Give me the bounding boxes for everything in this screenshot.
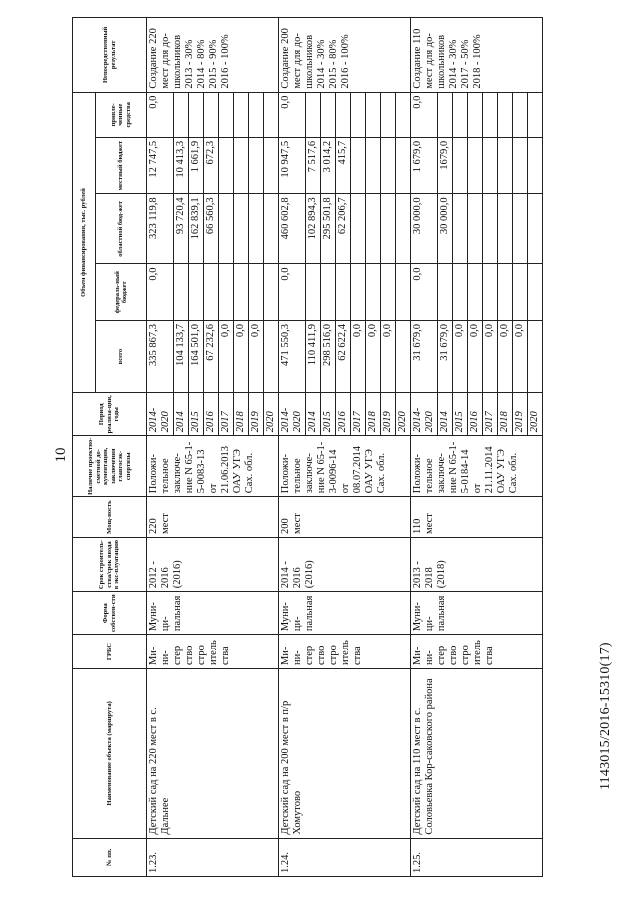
cell-year: 2019 (249, 393, 264, 436)
cell-local (468, 137, 483, 194)
cell-term: 2014 - 2016 (2016) (279, 537, 411, 591)
cell-total: 0,0 (366, 320, 381, 392)
cell-other (204, 92, 219, 137)
cell-grbs: Ми-ни-стер ство стро итель ства (411, 635, 543, 669)
header-no: № пп. (73, 838, 147, 876)
cell-number: 1.25. (411, 838, 543, 876)
cell-federal (321, 264, 336, 321)
cell-other (306, 92, 321, 137)
cell-ownership: Муни-ци-пальная (147, 592, 279, 635)
cell-other (219, 92, 234, 137)
cell-other (351, 92, 366, 137)
cell-federal (468, 264, 483, 321)
cell-local: 1679,0 (438, 137, 453, 194)
cell-local: 12 747,5 (147, 137, 174, 194)
cell-local (249, 137, 264, 194)
cell-year: 2014-2020 (279, 393, 306, 436)
cell-local (498, 137, 513, 194)
cell-other: 0,0 (147, 92, 174, 137)
cell-other: 0,0 (279, 92, 306, 137)
cell-number: 1.24. (279, 838, 411, 876)
cell-total: 335 867,3 (147, 320, 174, 392)
cell-total: 0,0 (483, 320, 498, 392)
cell-regional (234, 194, 249, 264)
table-row (147, 18, 174, 877)
cell-federal: 0,0 (411, 264, 438, 321)
cell-capacity: 200 мест (279, 497, 411, 538)
cell-year: 2016 (336, 393, 351, 436)
cell-federal (174, 264, 189, 321)
cell-federal (306, 264, 321, 321)
cell-other (483, 92, 498, 137)
cell-regional (513, 194, 528, 264)
cell-regional: 93 720,4 (174, 194, 189, 264)
cell-year: 2015 (321, 393, 336, 436)
cell-total: 471 550,3 (279, 320, 306, 392)
cell-other (366, 92, 381, 137)
cell-local: 1 679,0 (411, 137, 438, 194)
cell-federal (453, 264, 468, 321)
header-term: Срок строитель-ства/срок ввода в экс-плуатацию (73, 537, 147, 591)
cell-local (381, 137, 396, 194)
cell-total: 0,0 (351, 320, 366, 392)
cell-local (483, 137, 498, 194)
cell-federal (381, 264, 396, 321)
cell-federal (366, 264, 381, 321)
header-regional: областной бюд-жет (96, 194, 147, 264)
cell-total: 0,0 (498, 320, 513, 392)
cell-other (396, 92, 411, 137)
cell-other (528, 92, 543, 137)
cell-year: 2019 (513, 393, 528, 436)
cell-year: 2014 (174, 393, 189, 436)
cell-result: Создание 200 мест для до-школьников 2014 - 30% 2015 - 80% 2016 - 100% (279, 18, 411, 93)
cell-local (234, 137, 249, 194)
cell-total: 0,0 (219, 320, 234, 392)
cell-total (528, 320, 543, 392)
cell-federal (498, 264, 513, 321)
cell-object-name: Детский сад на 200 мест в п/р Хомутово (279, 669, 411, 839)
header-result: Непосредственный результат (73, 18, 147, 93)
header-grbs: ГРБС (73, 635, 147, 669)
cell-local: 7 517,6 (306, 137, 321, 194)
cell-expertise: Положи-тельное заключе-ние N 65-1-5-0184-14 от 21.11.2014 ОАУ УГЭ Сах. обл. (411, 436, 543, 497)
header-other: привле-ченные средства (96, 92, 147, 137)
cell-grbs: Ми-ни-стер ство стро итель ства (279, 635, 411, 669)
cell-regional: 102 894,3 (306, 194, 321, 264)
cell-local (219, 137, 234, 194)
cell-year: 2015 (453, 393, 468, 436)
header-row (73, 18, 96, 877)
cell-local (528, 137, 543, 194)
cell-federal: 0,0 (147, 264, 174, 321)
cell-expertise: Положи-тельное заключе-ние N 65-1-3-0096-14 от 08.07.2014 ОАУ УГЭ Сах. обл. (279, 436, 411, 497)
cell-local: 10 947,5 (279, 137, 306, 194)
cell-other (381, 92, 396, 137)
cell-total: 67 232,6 (204, 320, 219, 392)
page-number: 10 (53, 447, 69, 463)
cell-other (453, 92, 468, 137)
cell-federal (234, 264, 249, 321)
cell-local: 672,3 (204, 137, 219, 194)
cell-year: 2020 (264, 393, 279, 436)
cell-result: Создание 110 мест для до-школьников 2014 - 30% 2017 - 50% 2018 - 100% (411, 18, 543, 93)
cell-regional (396, 194, 411, 264)
cell-total: 0,0 (453, 320, 468, 392)
cell-other (438, 92, 453, 137)
cell-federal (249, 264, 264, 321)
cell-local: 10 413,3 (174, 137, 189, 194)
cell-regional (483, 194, 498, 264)
cell-total: 164 501,0 (189, 320, 204, 392)
cell-federal (513, 264, 528, 321)
cell-total: 62 622,4 (336, 320, 351, 392)
cell-year: 2014-2020 (147, 393, 174, 436)
cell-other (336, 92, 351, 137)
header-total: всего (96, 320, 147, 392)
cell-total: 0,0 (234, 320, 249, 392)
cell-year: 2014 (438, 393, 453, 436)
cell-other (234, 92, 249, 137)
cell-year: 2016 (204, 393, 219, 436)
cell-year: 2018 (234, 393, 249, 436)
cell-ownership: Муни-ци-пальная (411, 592, 543, 635)
cell-total (264, 320, 279, 392)
cell-local (366, 137, 381, 194)
cell-regional (249, 194, 264, 264)
cell-regional: 295 501,8 (321, 194, 336, 264)
cell-other (174, 92, 189, 137)
cell-total: 298 516,0 (321, 320, 336, 392)
cell-regional: 460 602,8 (279, 194, 306, 264)
cell-regional (453, 194, 468, 264)
cell-federal (483, 264, 498, 321)
footer-code: 1143015/2016-15310(17) (598, 642, 613, 790)
cell-local: 3 014,2 (321, 137, 336, 194)
table-body (147, 18, 543, 877)
cell-regional (351, 194, 366, 264)
cell-object-name: Детский сад на 110 мест в с. Соловьевка Кор-саковского района (411, 669, 543, 839)
cell-year: 2017 (483, 393, 498, 436)
cell-other (264, 92, 279, 137)
table-row (279, 18, 306, 877)
cell-capacity: 110 мест (411, 497, 543, 538)
cell-local (351, 137, 366, 194)
cell-regional (498, 194, 513, 264)
header-expertise: Наличие проектно-сметной до-кументации, заключения главгосэк-спертизы (73, 436, 147, 497)
cell-term: 2012 - 2016 (2016) (147, 537, 279, 591)
cell-object-name: Детский сад на 220 мест в с. Дальнее (147, 669, 279, 839)
cell-federal (336, 264, 351, 321)
cell-local: 415,7 (336, 137, 351, 194)
header-form: Форма собствен-сти (73, 592, 147, 635)
cell-local (513, 137, 528, 194)
cell-federal (219, 264, 234, 321)
cell-regional (264, 194, 279, 264)
header-financing: Объем финансирования, тыс. рублей (73, 92, 96, 393)
cell-regional: 62 206,7 (336, 194, 351, 264)
cell-total: 0,0 (513, 320, 528, 392)
cell-regional (528, 194, 543, 264)
cell-local (453, 137, 468, 194)
cell-other (321, 92, 336, 137)
cell-local (264, 137, 279, 194)
cell-number: 1.23. (147, 838, 279, 876)
cell-federal (189, 264, 204, 321)
header-federal: федераль-ный бюджет (96, 264, 147, 321)
cell-other (189, 92, 204, 137)
cell-year: 2015 (189, 393, 204, 436)
cell-other (468, 92, 483, 137)
cell-year: 2014-2020 (411, 393, 438, 436)
header-capacity: Мощ-ность (73, 497, 147, 538)
cell-total (396, 320, 411, 392)
cell-year: 2014 (306, 393, 321, 436)
cell-total: 110 411,9 (306, 320, 321, 392)
cell-regional: 30 000,0 (411, 194, 438, 264)
cell-federal (528, 264, 543, 321)
cell-grbs: Ми-ни-стер ство стро итель ства (147, 635, 279, 669)
cell-local (396, 137, 411, 194)
cell-federal (438, 264, 453, 321)
header-period: Период реализа-ции, годы (73, 393, 147, 436)
cell-total: 0,0 (249, 320, 264, 392)
cell-year: 2017 (351, 393, 366, 436)
cell-regional (468, 194, 483, 264)
cell-other: 0,0 (411, 92, 438, 137)
cell-year: 2019 (381, 393, 396, 436)
header-local: местный бюджет (96, 137, 147, 194)
cell-regional (366, 194, 381, 264)
cell-expertise: Положи-тельное заключе-ние N 65-1-5-0083-13 от 21.06.2013 ОАУ УГЭ Сах. обл. (147, 436, 279, 497)
cell-year: 2016 (468, 393, 483, 436)
header-name: Наименование объекта (маршрута) (73, 669, 147, 839)
cell-total: 104 133,7 (174, 320, 189, 392)
cell-capacity: 220 мест (147, 497, 279, 538)
cell-regional: 323 119,8 (147, 194, 174, 264)
cell-year: 2020 (528, 393, 543, 436)
cell-year: 2017 (219, 393, 234, 436)
cell-local: 1 661,9 (189, 137, 204, 194)
cell-regional: 30 000,0 (438, 194, 453, 264)
cell-federal (264, 264, 279, 321)
cell-federal: 0,0 (279, 264, 306, 321)
cell-other (498, 92, 513, 137)
cell-federal (351, 264, 366, 321)
cell-federal (204, 264, 219, 321)
cell-other (513, 92, 528, 137)
program-table (72, 17, 543, 877)
cell-regional (219, 194, 234, 264)
cell-term: 2013 - 2018 (2018) (411, 537, 543, 591)
cell-total: 0,0 (468, 320, 483, 392)
cell-year: 2020 (396, 393, 411, 436)
cell-regional: 162 839,1 (189, 194, 204, 264)
cell-total: 31 679,0 (438, 320, 453, 392)
cell-year: 2018 (366, 393, 381, 436)
cell-regional: 66 560,3 (204, 194, 219, 264)
cell-total: 0,0 (381, 320, 396, 392)
cell-federal (396, 264, 411, 321)
cell-regional (381, 194, 396, 264)
table-row (411, 18, 438, 877)
cell-ownership: Муни-ци-пальная (279, 592, 411, 635)
cell-total: 31 679,0 (411, 320, 438, 392)
cell-year: 2018 (498, 393, 513, 436)
cell-result: Создание 220 мест для до-школьников 2013 - 30% 2014 - 80% 2015 - 90% 2016 - 100% (147, 18, 279, 93)
cell-other (249, 92, 264, 137)
